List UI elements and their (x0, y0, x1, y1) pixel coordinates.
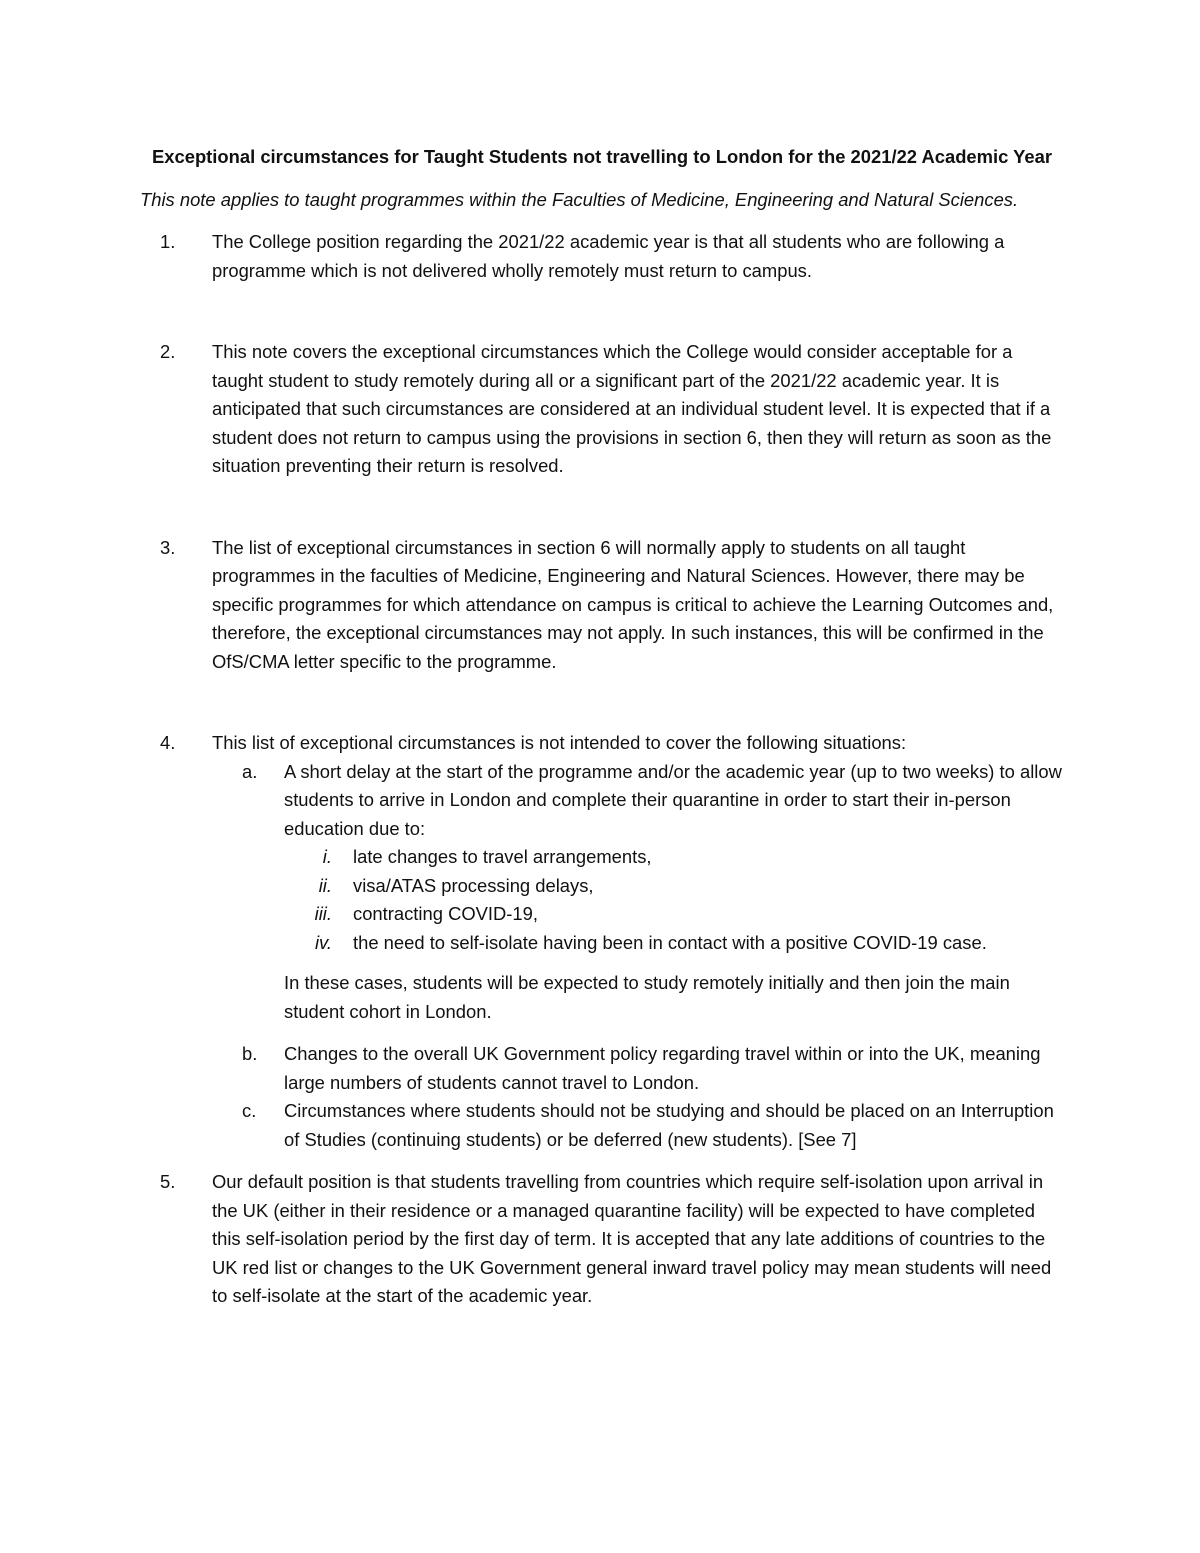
item-number: 5. (160, 1171, 176, 1192)
item-number: 3. (160, 536, 176, 558)
roman-numeral: ii. (318, 874, 332, 896)
item-number: 2. (160, 341, 176, 362)
sub-item-letter: c. (242, 1100, 257, 1121)
sub-item-b (211, 1040, 1064, 1097)
sub-item-a (211, 758, 1064, 1027)
sub-item-letter: b. (242, 1043, 258, 1064)
sub-item-c (211, 1097, 1064, 1154)
item-number: 1. (160, 231, 176, 252)
sub-item-text: Changes to the overall UK Government policy regarding travel within or into the UK, meaning large numbers of students cannot travel to London. (284, 1043, 1041, 1093)
numbered-item-4 (140, 729, 1064, 1154)
document-body (140, 143, 1064, 1311)
item-text: This note covers the exceptional circumstances which the College would consider acceptable for a taught student to study remotely during all or a significant part of the 2021/22 academic year. It is anticipated that such circumstances are considered at an individual student level. It is expected that if a student does not return to campus using the provisions in section 6, then they will return as soon as the situation preventing their return is resolved. (212, 341, 1052, 476)
roman-list (284, 843, 1064, 957)
numbered-item-2 (140, 338, 1064, 481)
roman-item-text: contracting COVID-19, (353, 903, 539, 924)
item-text: The College position regarding the 2021/22 academic year is that all students who are following a programme which is not delivered wholly remotely must return to campus. (212, 231, 1005, 281)
roman-numeral: iii. (314, 903, 332, 924)
roman-list-item (284, 872, 1064, 901)
item-text: The list of exceptional circumstances in section 6 will normally apply to students on all taught programmes in the faculties of Medicine, Engineering and Natural Sciences. However, there may be specific programmes for which attendance on campus is critical to achieve the Learning Outcomes and, therefore, the exceptional circumstances may not apply. In such instances, this will be confirmed in the OfS/CMA letter specific to the programme. (212, 536, 1054, 672)
sub-item-note: In these cases, students will be expected to study remotely initially and then join the main student cohort in London. (284, 972, 1010, 1022)
item-text: This list of exceptional circumstances is not intended to cover the following situations: (212, 732, 907, 753)
item-text: Our default position is that students travelling from countries which require self-isolation upon arrival in the UK (either in their residence or a managed quarantine facility) will be expected to have completed this self-isolation period by the first day of term. It is accepted that any late additions of countries to the UK red list or changes to the UK Government general inward travel policy may mean students will need to self-isolate at the start of the academic year. (212, 1171, 1052, 1306)
roman-numeral: i. (322, 846, 332, 867)
numbered-item-5 (140, 1168, 1064, 1311)
roman-list-item (284, 843, 1064, 872)
numbered-item-3 (140, 534, 1064, 677)
roman-item-text: visa/ATAS processing delays, (353, 874, 594, 896)
document-title: Exceptional circumstances for Taught Students not travelling to London for the 2021/22 Academic Year (152, 146, 1052, 167)
sub-item-text: A short delay at the start of the programme and/or the academic year (up to two weeks) to allow students to arrive in London and complete their quarantine in order to start their in-person education due to: (284, 760, 1062, 839)
roman-numeral: iv. (314, 931, 332, 953)
roman-list-item (284, 900, 1064, 929)
intro-note: This note applies to taught programmes within the Faculties of Medicine, Engineering and Natural Sciences. (140, 188, 1019, 210)
roman-item-text: late changes to travel arrangements, (353, 846, 652, 867)
sub-item-letter: a. (242, 760, 258, 782)
roman-list-item (284, 929, 1064, 958)
roman-item-text: the need to self-isolate having been in contact with a positive COVID-19 case. (353, 931, 987, 953)
item-number: 4. (160, 732, 176, 753)
numbered-item-1 (140, 228, 1064, 285)
sub-item-text: Circumstances where students should not be studying and should be placed on an Interruption of Studies (continuing students) or be deferred (new students). [See 7] (284, 1100, 1054, 1150)
